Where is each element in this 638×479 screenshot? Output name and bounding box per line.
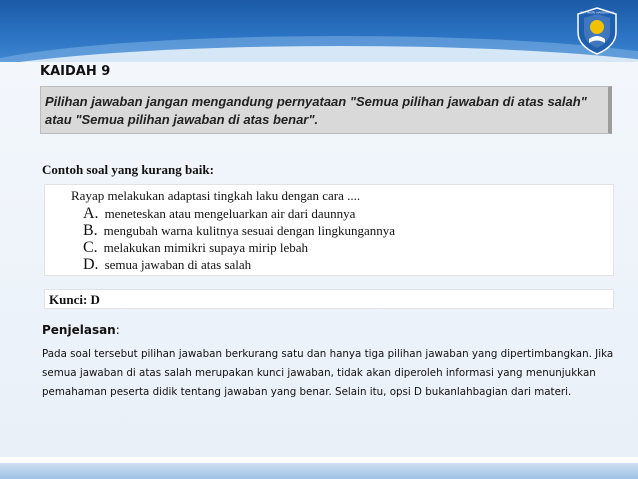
example-question (44, 184, 614, 276)
slide-title: KAIDAH 9 (40, 64, 111, 79)
explanation-label: Penjelasan (42, 323, 116, 337)
option-d (83, 256, 251, 274)
option-c (83, 239, 308, 257)
explanation-colon: : (115, 323, 120, 337)
tut-wuri-handayani-logo (572, 6, 622, 56)
question-stem: Rayap melakukan adaptasi tingkah laku dengan cara .... (71, 188, 361, 203)
logo-lettering: TUT WURI HANDAYANI (580, 10, 614, 15)
option-text: melakukan mimikri supaya mirip lebah (103, 240, 309, 255)
footer (0, 457, 638, 479)
explanation-heading (42, 323, 120, 337)
option-b (83, 222, 395, 240)
explanation-line: Pada soal tersebut pilihan jawaban berkurang satu dan hanya tiga pilihan jawaban yang dipertimbangkan. Jika (42, 348, 614, 360)
option-letter: B. (83, 222, 98, 239)
footer-bar (0, 463, 638, 479)
option-letter: C. (83, 239, 98, 256)
header-banner (0, 0, 638, 62)
option-text: mengubah warna kulitnya sesuai dengan lingkungannya (103, 223, 396, 238)
example-heading: Contoh soal yang kurang baik: (42, 162, 214, 177)
explanation-text (42, 345, 617, 402)
option-letter: A. (83, 205, 99, 222)
option-text: semua jawaban di atas salah (104, 257, 252, 272)
option-a (83, 205, 355, 223)
rule-statement: Pilihan jawaban jangan mengandung pernyataan "Semua pilihan jawaban di atas salah" atau "Semua pilihan jawaban di atas benar". (40, 86, 612, 134)
explanation-line: semua jawaban di atas salah merupakan kunci jawaban, tidak akan diperoleh informasi yang menunjukkan (42, 367, 596, 379)
answer-key: Kunci: D (44, 289, 614, 309)
option-text: meneteskan atau mengeluarkan air dari daunnya (104, 206, 356, 221)
option-letter: D. (83, 256, 99, 273)
explanation-line: pemahaman peserta didik tentang jawaban yang benar. Selain itu, opsi D bukanlahbagian dari materi. (42, 386, 572, 398)
